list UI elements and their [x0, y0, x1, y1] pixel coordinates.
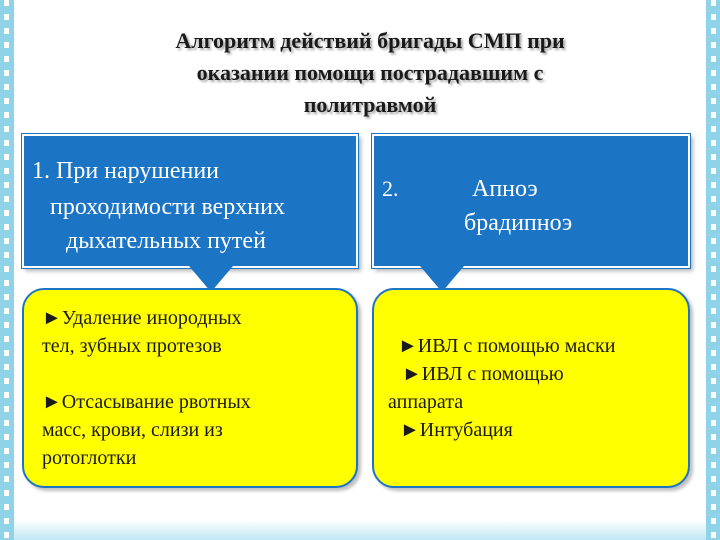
airway-actions-box: [22, 288, 358, 488]
ventilation-action-line-1: ►ИВЛ с помощью маски: [398, 335, 616, 357]
slide-title: [90, 25, 650, 121]
airway-action-line-5: ротоглотки: [42, 447, 137, 469]
airway-action-line-3: ►Отсасывание рвотных: [42, 391, 251, 413]
callout-1-line-2: проходимости верхних: [50, 194, 285, 220]
callout-1-line-1: 1. При нарушении: [32, 158, 220, 184]
callout-1-line-3: дыхательных путей: [66, 228, 266, 254]
title-line-3: политравмой: [303, 92, 437, 117]
airway-obstruction-callout: [22, 134, 358, 268]
airway-action-line-1: ►Удаление инородных: [42, 307, 242, 329]
callout-2-word-2: брадипноэ: [464, 210, 573, 236]
apnea-callout: [372, 134, 690, 268]
title-line-2: оказании помощи пострадавшим с: [196, 60, 544, 85]
ventilation-action-line-2: ►ИВЛ с помощью: [402, 363, 564, 385]
callout-2-number: 2.: [382, 176, 399, 201]
airway-action-line-4: масс, крови, слизи из: [42, 419, 223, 441]
ventilation-actions-box: [372, 288, 690, 488]
callout-2-word-1: Апноэ: [472, 176, 538, 202]
title-line-1: Алгоритм действий бригады СМП при: [175, 28, 565, 53]
ventilation-action-line-4: ►Интубация: [400, 419, 513, 441]
airway-action-line-2: тел, зубных протезов: [42, 335, 222, 357]
ventilation-action-line-3: аппарата: [388, 391, 464, 413]
